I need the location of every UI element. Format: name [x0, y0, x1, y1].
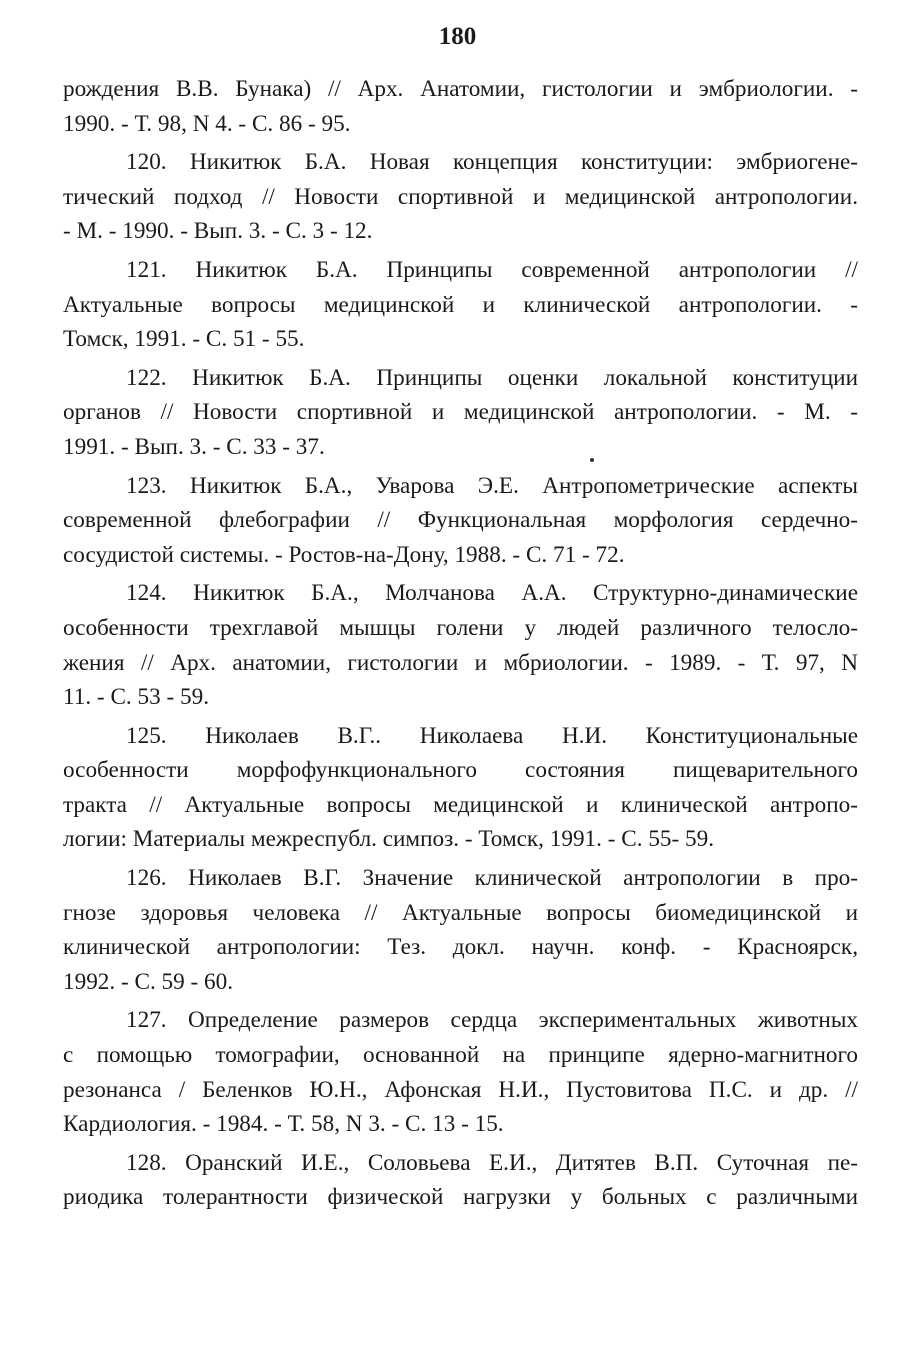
text-line: рождения В.В. Бунака) // Арх. Анатомии, гистологии и эмбриологии. - — [63, 76, 858, 102]
text-line: органов // Новости спортивной и медицинской антропологии. - М. - — [63, 399, 858, 426]
text-line: особенности трехглавой мышцы голени у людей различного телосло- — [63, 614, 858, 641]
text-line: 1992. - С. 59 - 60. — [63, 968, 234, 995]
text-line: 1991. - Вып. 3. - С. 33 - 37. — [63, 433, 325, 460]
text-line: сосудистой системы. - Ростов-на-Дону, 1988. - С. 71 - 72. — [63, 541, 625, 568]
text-line: 1990. - Т. 98, N 4. - С. 86 - 95. — [63, 110, 351, 137]
bibliography-text — [63, 72, 858, 1215]
text-line: 125. Николаев В.Г.. Николаева Н.И. Конституциональные — [126, 722, 858, 749]
text-line: резонанса / Беленков Ю.Н., Афонская Н.И., Пустовитова П.С. и др. // — [63, 1076, 858, 1103]
scan-speck — [590, 458, 594, 462]
text-line: гнозе здоровья человека // Актуальные вопросы биомедицинской и — [63, 899, 858, 926]
text-line: клинической антропологии: Тез. докл. научн. конф. - Красноярск, — [63, 934, 858, 961]
text-line: - М. - 1990. - Вып. 3. - С. 3 - 12. — [63, 218, 373, 245]
text-line: Томск, 1991. - С. 51 - 55. — [63, 326, 305, 353]
text-line: 123. Никитюк Б.А., Уварова Э.Е. Антропометрические аспекты — [126, 472, 858, 499]
text-line: тический подход // Новости спортивной и медицинской антропологии. — [63, 183, 858, 210]
text-line: 128. Оранский И.Е., Соловьева Е.И., Дитятев В.П. Суточная пе- — [126, 1149, 858, 1176]
text-line: 126. Николаев В.Г. Значение клинической антропологии в про- — [126, 865, 858, 892]
text-line: Актуальные вопросы медицинской и клинической антропологии. - — [63, 291, 858, 318]
text-line: 122. Никитюк Б.А. Принципы оценки локальной конституции — [126, 364, 858, 391]
text-line: Кардиология. - 1984. - Т. 58, N 3. - С. 13 - 15. — [63, 1111, 504, 1138]
text-line: 11. - С. 53 - 59. — [63, 684, 209, 711]
text-line: с помощью томографии, основанной на принципе ядерно-магнитного — [63, 1042, 858, 1069]
text-line: тракта // Актуальные вопросы медицинской и клинической антропо- — [63, 791, 858, 818]
text-line: логии: Материалы межреспубл. симпоз. - Томск, 1991. - С. 55- 59. — [63, 826, 715, 853]
page-number: 180 — [438, 23, 477, 50]
text-line: жения // Арх. анатомии, гистологии и мбриологии. - 1989. - Т. 97, N — [63, 649, 858, 676]
text-line: 127. Определение размеров сердца экспериментальных животных — [126, 1007, 858, 1034]
text-line: особенности морфофункционального состояния пищеварительного — [63, 757, 858, 784]
text-line: современной флебографии // Функциональная морфология сердечно- — [63, 507, 858, 534]
text-line: 124. Никитюк Б.А., Молчанова А.А. Структурно-динамические — [126, 580, 858, 607]
text-line: 120. Никитюк Б.А. Новая концепция конституции: эмбриогене- — [126, 149, 858, 176]
text-line: 121. Никитюк Б.А. Принципы современной антропологии // — [126, 256, 858, 283]
text-line: риодика толерантности физической нагрузки у больных с различными — [63, 1184, 858, 1211]
